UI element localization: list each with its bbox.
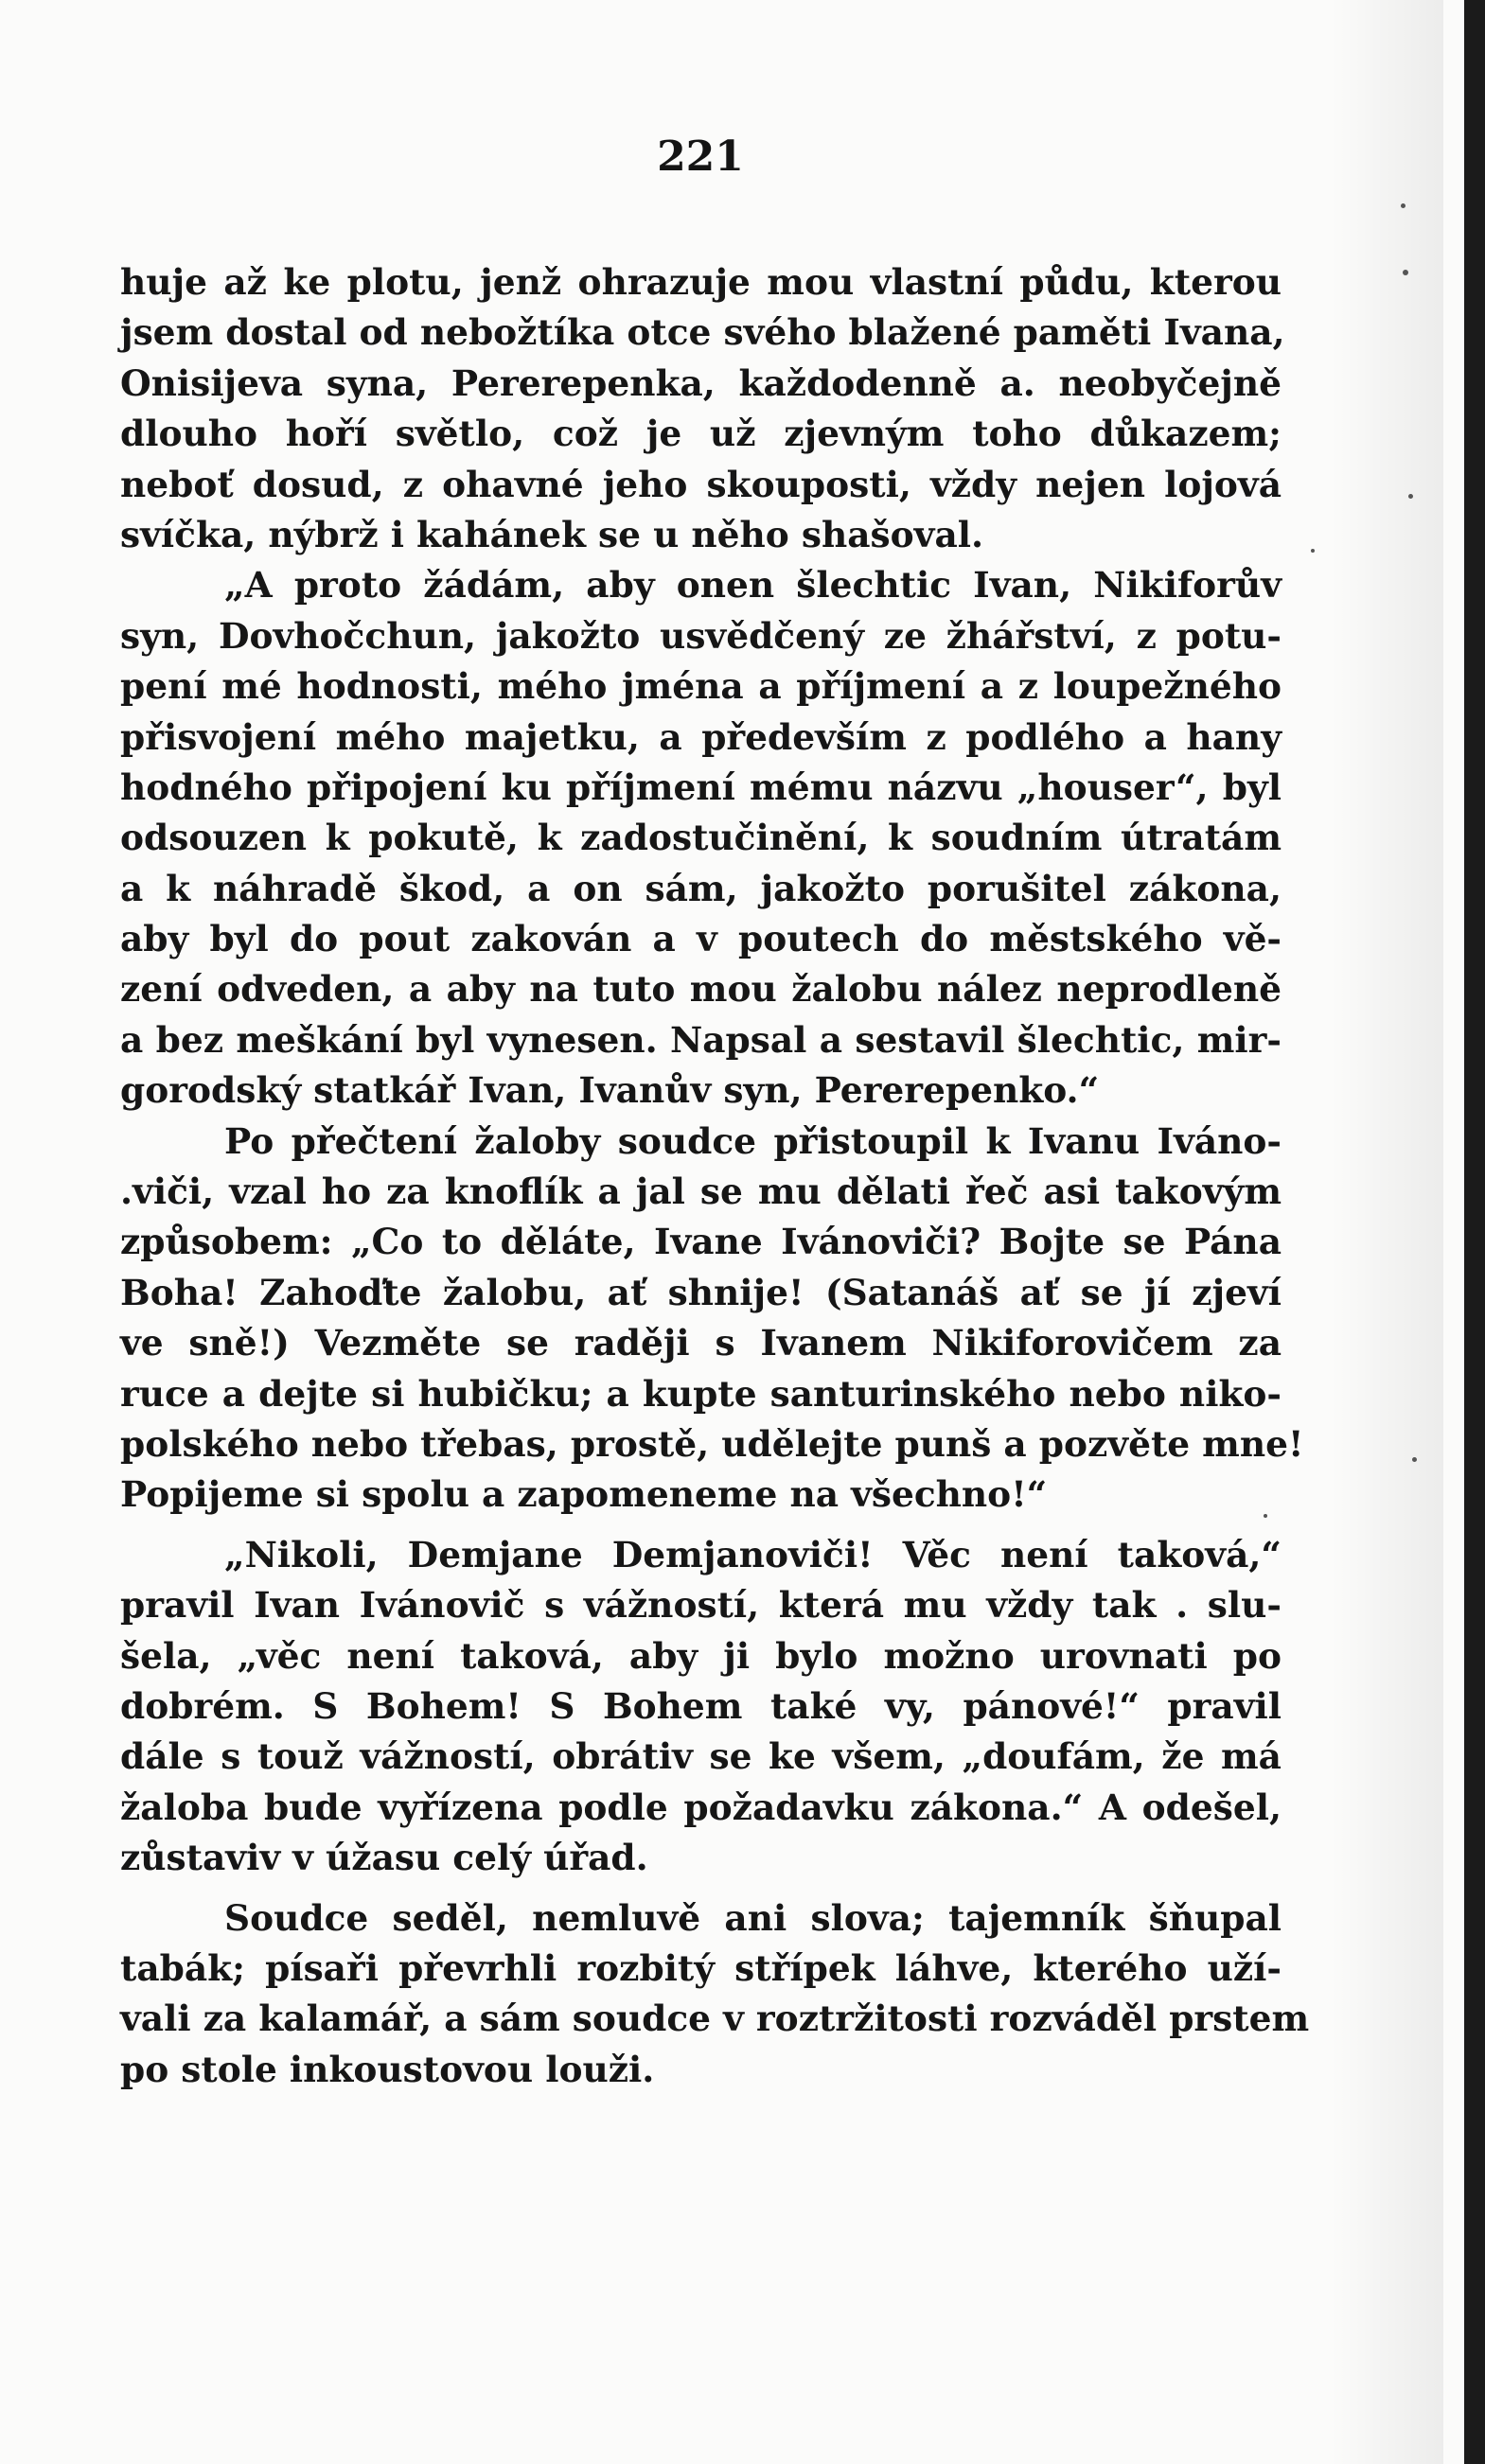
text-line: „A proto žádám, aby onen šlechtic Ivan, Nikiforův [224,564,1282,607]
text-line: Popijeme si spolu a zapomeneme na všechno!“ [120,1473,1048,1516]
text-line: ruce a dejte si hubičku; a kupte santurinského nebo niko- [120,1372,1282,1415]
ink-speck [1401,203,1405,208]
text-line: .viči, vzal ho za knoflík a jal se mu dělati řeč asi takovým [120,1170,1282,1213]
ink-speck [1408,494,1413,499]
text-line: zůstaviv v úžasu celý úřad. [120,1837,648,1879]
text-line: hodného připojení ku příjmení mému názvu „houser“, byl [120,766,1282,808]
text-line: pení mé hodnosti, mého jména a příjmení a z loupežného [120,665,1282,708]
text-line: gorodský statkář Ivan, Ivanův syn, Pererepenko.“ [120,1069,1100,1112]
text-line: svíčka, nýbrž i kahánek se u něho shašoval. [120,513,984,555]
paragraph-gap [120,1521,1282,1530]
ink-speck [1403,270,1408,275]
text-line: polského nebo třebas, prostě, udělejte punš a pozvěte mne! [120,1422,1304,1465]
paragraph-gap [120,1884,1282,1893]
text-line: způsobem: „Co to děláte, Ivane Ivánoviči? Bojte se Pána [120,1221,1282,1263]
text-line: Boha! Zahoďte žalobu, ať shnije! (Satanáš ať se jí zjeví [120,1271,1282,1313]
text-line: a k náhradě škod, a on sám, jakožto porušitel zákona, [120,867,1282,909]
text-line: tabák; písaři převrhli rozbitý střípek láhve, kterého uží- [120,1946,1282,1989]
text-line: aby byl do pout zakován a v poutech do městského vě- [120,918,1282,960]
ink-speck [1311,549,1315,553]
text-line: dlouho hoří světlo, což je už zjevným toho důkazem; [120,413,1282,455]
text-line: po stole inkoustovou louži. [120,2048,655,2090]
body-text [120,257,1310,2095]
text-line: dobrém. S Bohem! S Bohem také vy, pánové!“ pravil [120,1684,1282,1727]
text-line: přisvojení mého majetku, a především z podlého a hany [120,715,1282,758]
text-line: vali za kalamář, a sám soudce v roztržitosti rozváděl prstem [120,1998,1310,2040]
text-line: Onisijeva syna, Pererepenka, každodenně a. neobyčejně [120,361,1282,404]
text-line: šela, „věc není taková, aby ji bylo možno urovnati po [120,1634,1282,1677]
text-line: ve sně!) Vezměte se raději s Ivanem Nikiforovičem za [120,1322,1282,1364]
ink-speck [1412,1457,1417,1462]
text-line: Po přečtení žaloby soudce přistoupil k Ivanu Iváno- [224,1119,1282,1162]
page-number: 221 [657,132,744,181]
text-line: jsem dostal od nebožtíka otce svého blažené paměti Ivana, [120,311,1285,354]
text-line: „Nikoli, Demjane Demjanoviči! Věc není taková,“ [224,1533,1282,1575]
text-line: syn, Dovhočchun, jakožto usvědčený ze žhářství, z potu- [120,614,1282,657]
text-line: pravil Ivan Ivánovič s vážností, která mu vždy tak . slu- [120,1584,1282,1627]
text-line: dále s touž vážností, obrátiv se ke všem, „doufám, že má [120,1735,1282,1778]
text-line: Soudce seděl, nemluvě ani slova; tajemník šňupal [224,1896,1282,1939]
text-line: odsouzen k pokutě, k zadostučinění, k soudním útratám [120,817,1282,859]
page-edge-shadow [1330,0,1443,2464]
text-line: žaloba bude vyřízena podle požadavku zákona.“ A odešel, [120,1786,1282,1828]
text-line: a bez meškání byl vynesen. Napsal a sestavil šlechtic, mir- [120,1018,1282,1061]
text-line: neboť dosud, z ohavné jeho skouposti, vždy nejen lojová [120,463,1282,505]
text-line: huje až ke plotu, jenž ohrazuje mou vlastní půdu, kterou [120,261,1282,303]
text-line: zení odveden, a aby na tuto mou žalobu nález neprodleně [120,968,1282,1011]
